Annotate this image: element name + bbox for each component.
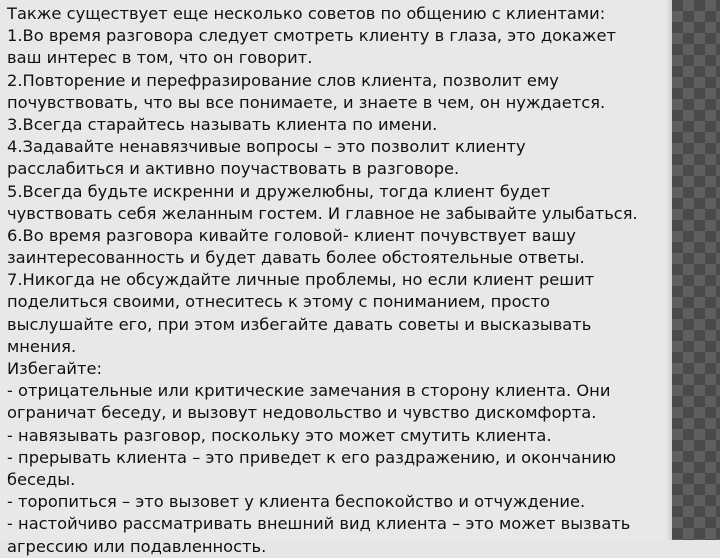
text-line: 2.Повторение и перефразирование слов клиента, позволит ему (7, 70, 559, 90)
text-line: почувствовать, что вы все понимаете, и знаете в чем, он нуждается. (7, 92, 606, 112)
text-line: - торопиться – это вызовет у клиента беспокойство и отчуждение. (7, 492, 586, 512)
section-heading-avoid: Избегайте: (7, 359, 102, 378)
text-line: - навязывать разговор, поскольку это может смутить клиента. (7, 425, 552, 445)
text-line: 4.Задавайте ненавязчивые вопросы – это позволит клиенту (7, 137, 526, 157)
text-line: чувствовать себя желанным гостем. И главное не забывайте улыбаться. (7, 203, 638, 223)
text-line: 5.Всегда будьте искренни и дружелюбны, тогда клиент будет (7, 181, 551, 201)
text-line: 1.Во время разговора следует смотреть клиенту в глаза, это докажет (7, 26, 617, 46)
text-line: Также существует еще несколько советов по общению с клиентами: (7, 4, 606, 23)
text-line: - настойчиво рассматривать внешний вид клиента – это может вызвать (7, 514, 631, 534)
text-line: 7.Никогда не обсуждайте личные проблемы, но если клиент решит (7, 270, 595, 290)
text-line: ограничат беседу, и вызовут недовольство и чувство дискомфорта. (7, 403, 597, 423)
text-line: поделиться своими, отнеситесь к этому с пониманием, просто (7, 292, 550, 312)
text-line: ваш интерес в том, что он говорит. (7, 48, 313, 68)
text-line: 3.Всегда старайтесь называть клиента по имени. (7, 114, 438, 134)
text-line: выслушайте его, при этом избегайте давать советы и высказывать (7, 314, 592, 334)
text-line: - отрицательные или критические замечания в сторону клиента. Они (7, 381, 611, 401)
text-line: 6.Во время разговора кивайте головой- клиент почувствует вашу (7, 225, 576, 245)
text-line: беседы. (7, 469, 76, 489)
text-body (7, 3, 707, 558)
text-line: агрессию или подавленность. (7, 536, 267, 556)
text-line: - прерывать клиента – это приведет к его раздражению, и окончанию (7, 447, 617, 467)
text-line: мнения. (7, 336, 77, 356)
text-line: заинтересованность и будет давать более обстоятельные ответы. (7, 248, 585, 268)
text-line: расслабиться и активно поучаствовать в разговоре. (7, 159, 460, 179)
